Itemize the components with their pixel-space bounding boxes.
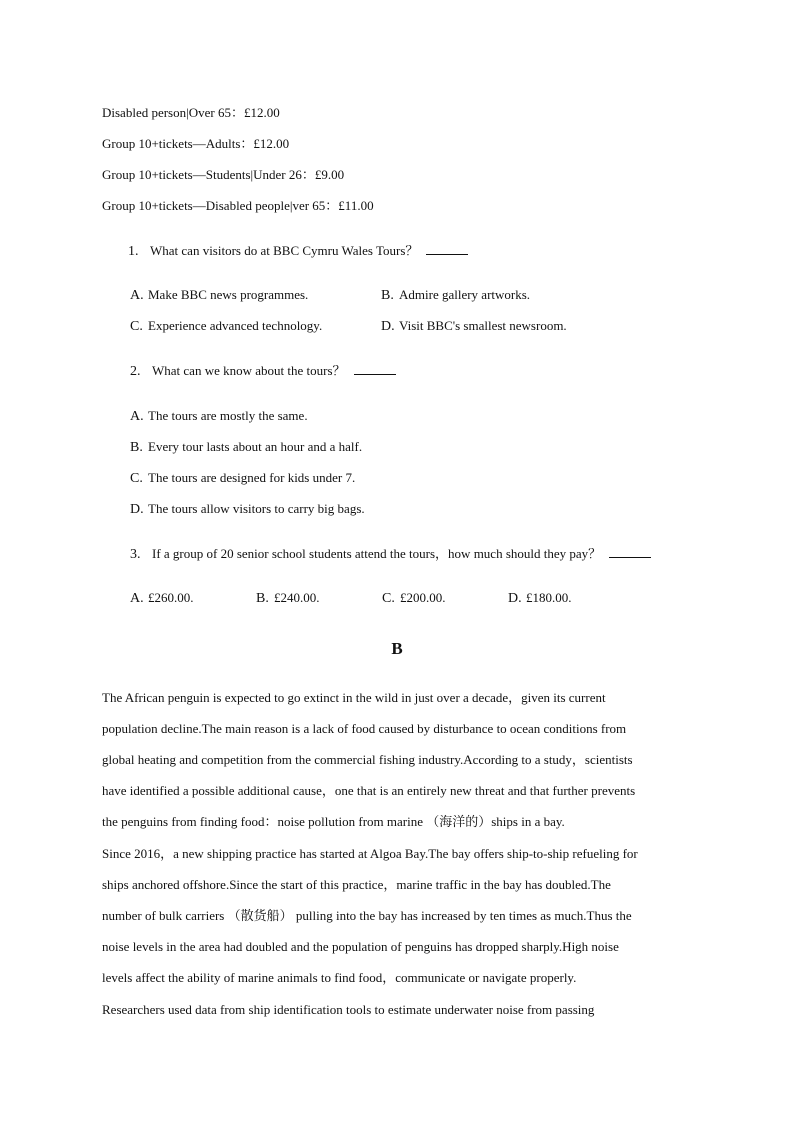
option-letter: A. <box>130 409 144 424</box>
passage-line: population decline.The main reason is a lack of food caused by disturbance to ocean conditions from <box>102 721 627 736</box>
answer-blank[interactable] <box>426 244 468 255</box>
question-number: 3. <box>130 547 141 562</box>
passage-line: Researchers used data from ship identification tools to estimate underwater noise from passing <box>102 1002 595 1017</box>
option-letter: B. <box>256 591 269 606</box>
option-text: The tours are mostly the same. <box>148 408 308 423</box>
price-line-group-disabled: Group 10+tickets—Disabled people|ver 65：£11.00 <box>102 198 374 213</box>
passage-line: have identified a possible additional cause，one that is an entirely new threat and that further prevents <box>102 783 636 798</box>
option-1c[interactable] <box>130 318 322 335</box>
question-text: If a group of 20 senior school students attend the tours，how much should they pay？ <box>152 546 602 561</box>
passage-line: levels affect the ability of marine animals to find food，communicate or navigate properly. <box>102 970 577 985</box>
option-letter: C. <box>382 591 395 606</box>
passage-line: number of bulk carriers （散货船） pulling into the bay has increased by ten times as much.Thus the <box>102 908 632 923</box>
answer-blank[interactable] <box>609 547 651 558</box>
option-text: Make BBC news programmes. <box>148 287 309 302</box>
option-2b[interactable] <box>130 439 362 456</box>
answer-blank[interactable] <box>354 364 396 375</box>
option-letter: A. <box>130 591 144 606</box>
option-text: Admire gallery artworks. <box>399 287 531 302</box>
option-letter: D. <box>130 502 144 517</box>
option-letter: B. <box>130 440 143 455</box>
question-2 <box>130 363 396 380</box>
passage-line: noise levels in the area had doubled and the population of penguins has dropped sharply.High noise <box>102 939 619 954</box>
price-line-group-students: Group 10+tickets—Students|Under 26：£9.00 <box>102 167 345 182</box>
question-number: 1. <box>128 244 139 259</box>
option-text: The tours are designed for kids under 7. <box>148 470 356 485</box>
passage-line: ships anchored offshore.Since the start of this practice，marine traffic in the bay has doubled.The <box>102 877 611 892</box>
question-1 <box>128 243 468 260</box>
option-3d[interactable] <box>508 590 572 607</box>
section-heading-b: B <box>391 639 403 658</box>
price-line-disabled: Disabled person|Over 65：£12.00 <box>102 105 280 120</box>
option-3a[interactable] <box>130 590 194 607</box>
option-text: £180.00. <box>526 590 572 605</box>
option-3c[interactable] <box>382 590 446 607</box>
passage-line: the penguins from finding food：noise pollution from marine （海洋的）ships in a bay. <box>102 814 565 829</box>
option-text: £260.00. <box>148 590 194 605</box>
option-letter: C. <box>130 319 143 334</box>
option-text: Experience advanced technology. <box>148 318 323 333</box>
question-text: What can visitors do at BBC Cymru Wales Tours？ <box>150 243 419 258</box>
option-text: The tours allow visitors to carry big bags. <box>148 501 365 516</box>
passage-line: global heating and competition from the commercial fishing industry.According to a study，scientists <box>102 752 633 767</box>
passage-line: Since 2016，a new shipping practice has started at Algoa Bay.The bay offers ship-to-ship refueling for <box>102 846 638 861</box>
option-1b[interactable] <box>381 287 530 304</box>
option-letter: D. <box>508 591 522 606</box>
question-3 <box>130 546 651 563</box>
option-text: £200.00. <box>400 590 446 605</box>
option-2d[interactable] <box>130 501 365 518</box>
question-number: 2. <box>130 364 141 379</box>
option-text: £240.00. <box>274 590 320 605</box>
price-line-group-adults: Group 10+tickets—Adults：£12.00 <box>102 136 290 151</box>
option-3b[interactable] <box>256 590 320 607</box>
option-2a[interactable] <box>130 408 308 425</box>
option-letter: C. <box>130 471 143 486</box>
option-1a[interactable] <box>130 287 308 304</box>
option-text: Visit BBC's smallest newsroom. <box>399 318 567 333</box>
option-letter: D. <box>381 319 395 334</box>
passage-line: The African penguin is expected to go extinct in the wild in just over a decade，given its current <box>102 690 606 705</box>
option-letter: A. <box>130 288 144 303</box>
question-text: What can we know about the tours？ <box>152 363 346 378</box>
option-letter: B. <box>381 288 394 303</box>
option-text: Every tour lasts about an hour and a half. <box>148 439 363 454</box>
option-2c[interactable] <box>130 470 355 487</box>
option-1d[interactable] <box>381 318 567 335</box>
